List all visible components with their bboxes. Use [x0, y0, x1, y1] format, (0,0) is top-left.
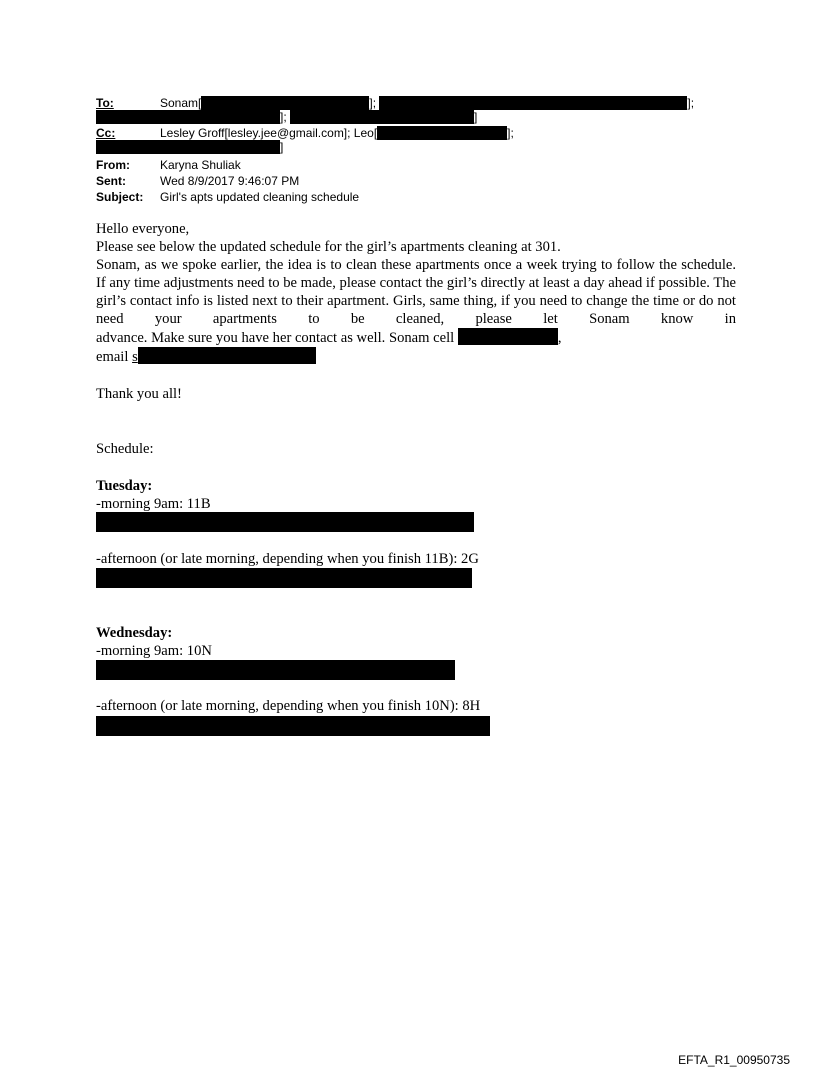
tuesday-morning: -morning 9am: 11B	[96, 496, 211, 512]
cc-text: Lesley Groff[lesley.jee@gmail.com]; Leo[	[160, 126, 378, 140]
redaction	[458, 328, 558, 345]
subject-value: Girl's apts updated cleaning schedule	[160, 190, 360, 204]
wednesday-heading: Wednesday:	[96, 625, 173, 641]
redaction	[377, 126, 507, 140]
schedule-label: Schedule:	[96, 441, 154, 457]
redaction	[290, 110, 474, 124]
last-line: advance. Make sure you have her contact as well. Sonam cell ,	[96, 330, 562, 346]
tuesday-heading: Tuesday:	[96, 478, 153, 494]
wednesday-afternoon: -afternoon (or late morning, depending when you finish 10N): 8H	[96, 698, 481, 714]
wednesday-morning: -morning 9am: 10N	[96, 643, 212, 659]
email-label: email	[96, 349, 129, 365]
from-value: Karyna Shuliak	[160, 158, 241, 172]
cc-label: Cc:	[96, 126, 116, 140]
to-label: To:	[96, 96, 114, 110]
cc-row: Cc: Lesley Groff[lesley.jee@gmail.com]; Leo[ ];	[96, 126, 514, 140]
to-row-cont: ]; ]	[96, 110, 477, 124]
redaction	[96, 140, 280, 154]
greeting: Hello everyone,	[96, 221, 190, 237]
subject-label: Subject:	[96, 190, 144, 204]
email-body	[96, 220, 736, 366]
redaction	[96, 110, 280, 124]
document-id: EFTA_R1_00950735	[678, 1053, 790, 1067]
sent-value: Wed 8/9/2017 9:46:07 PM	[160, 174, 300, 188]
redaction	[96, 660, 455, 680]
from-row	[96, 158, 241, 172]
email-prefix: s	[132, 349, 138, 365]
to-name: Sonam	[160, 96, 199, 110]
tuesday-afternoon: -afternoon (or late morning, depending when you finish 11B): 2G	[96, 551, 479, 567]
from-label: From:	[96, 158, 130, 172]
last-line-text: advance. Make sure you have her contact as well. Sonam cell	[96, 330, 455, 346]
redaction	[138, 347, 316, 364]
subject-row	[96, 190, 359, 204]
to-row: To: Sonam[ ]; ];	[96, 96, 695, 110]
body-paragraph: Sonam, as we spoke earlier, the idea is to clean these apartments once a week trying to follow the schedule. If any time adjustments need to be made, please contact the girl’s directly at least a day ahead if possible. The girl’s contact info is listed next to their apartment. Girls, same thing, if you need to change the time or do not need your apartments to be cleaned, please let Sonam know in	[96, 257, 737, 327]
redaction	[96, 568, 472, 588]
thanks-line: Thank you all!	[96, 386, 182, 402]
redaction	[96, 716, 490, 736]
email-line	[96, 347, 736, 366]
intro-line: Please see below the updated schedule for the girl’s apartments cleaning at 301.	[96, 239, 561, 255]
sent-row	[96, 174, 299, 188]
redaction	[96, 512, 474, 532]
sent-label: Sent:	[96, 174, 126, 188]
cc-row-cont: ]	[96, 140, 283, 154]
redaction	[201, 96, 369, 110]
redaction	[379, 96, 687, 110]
